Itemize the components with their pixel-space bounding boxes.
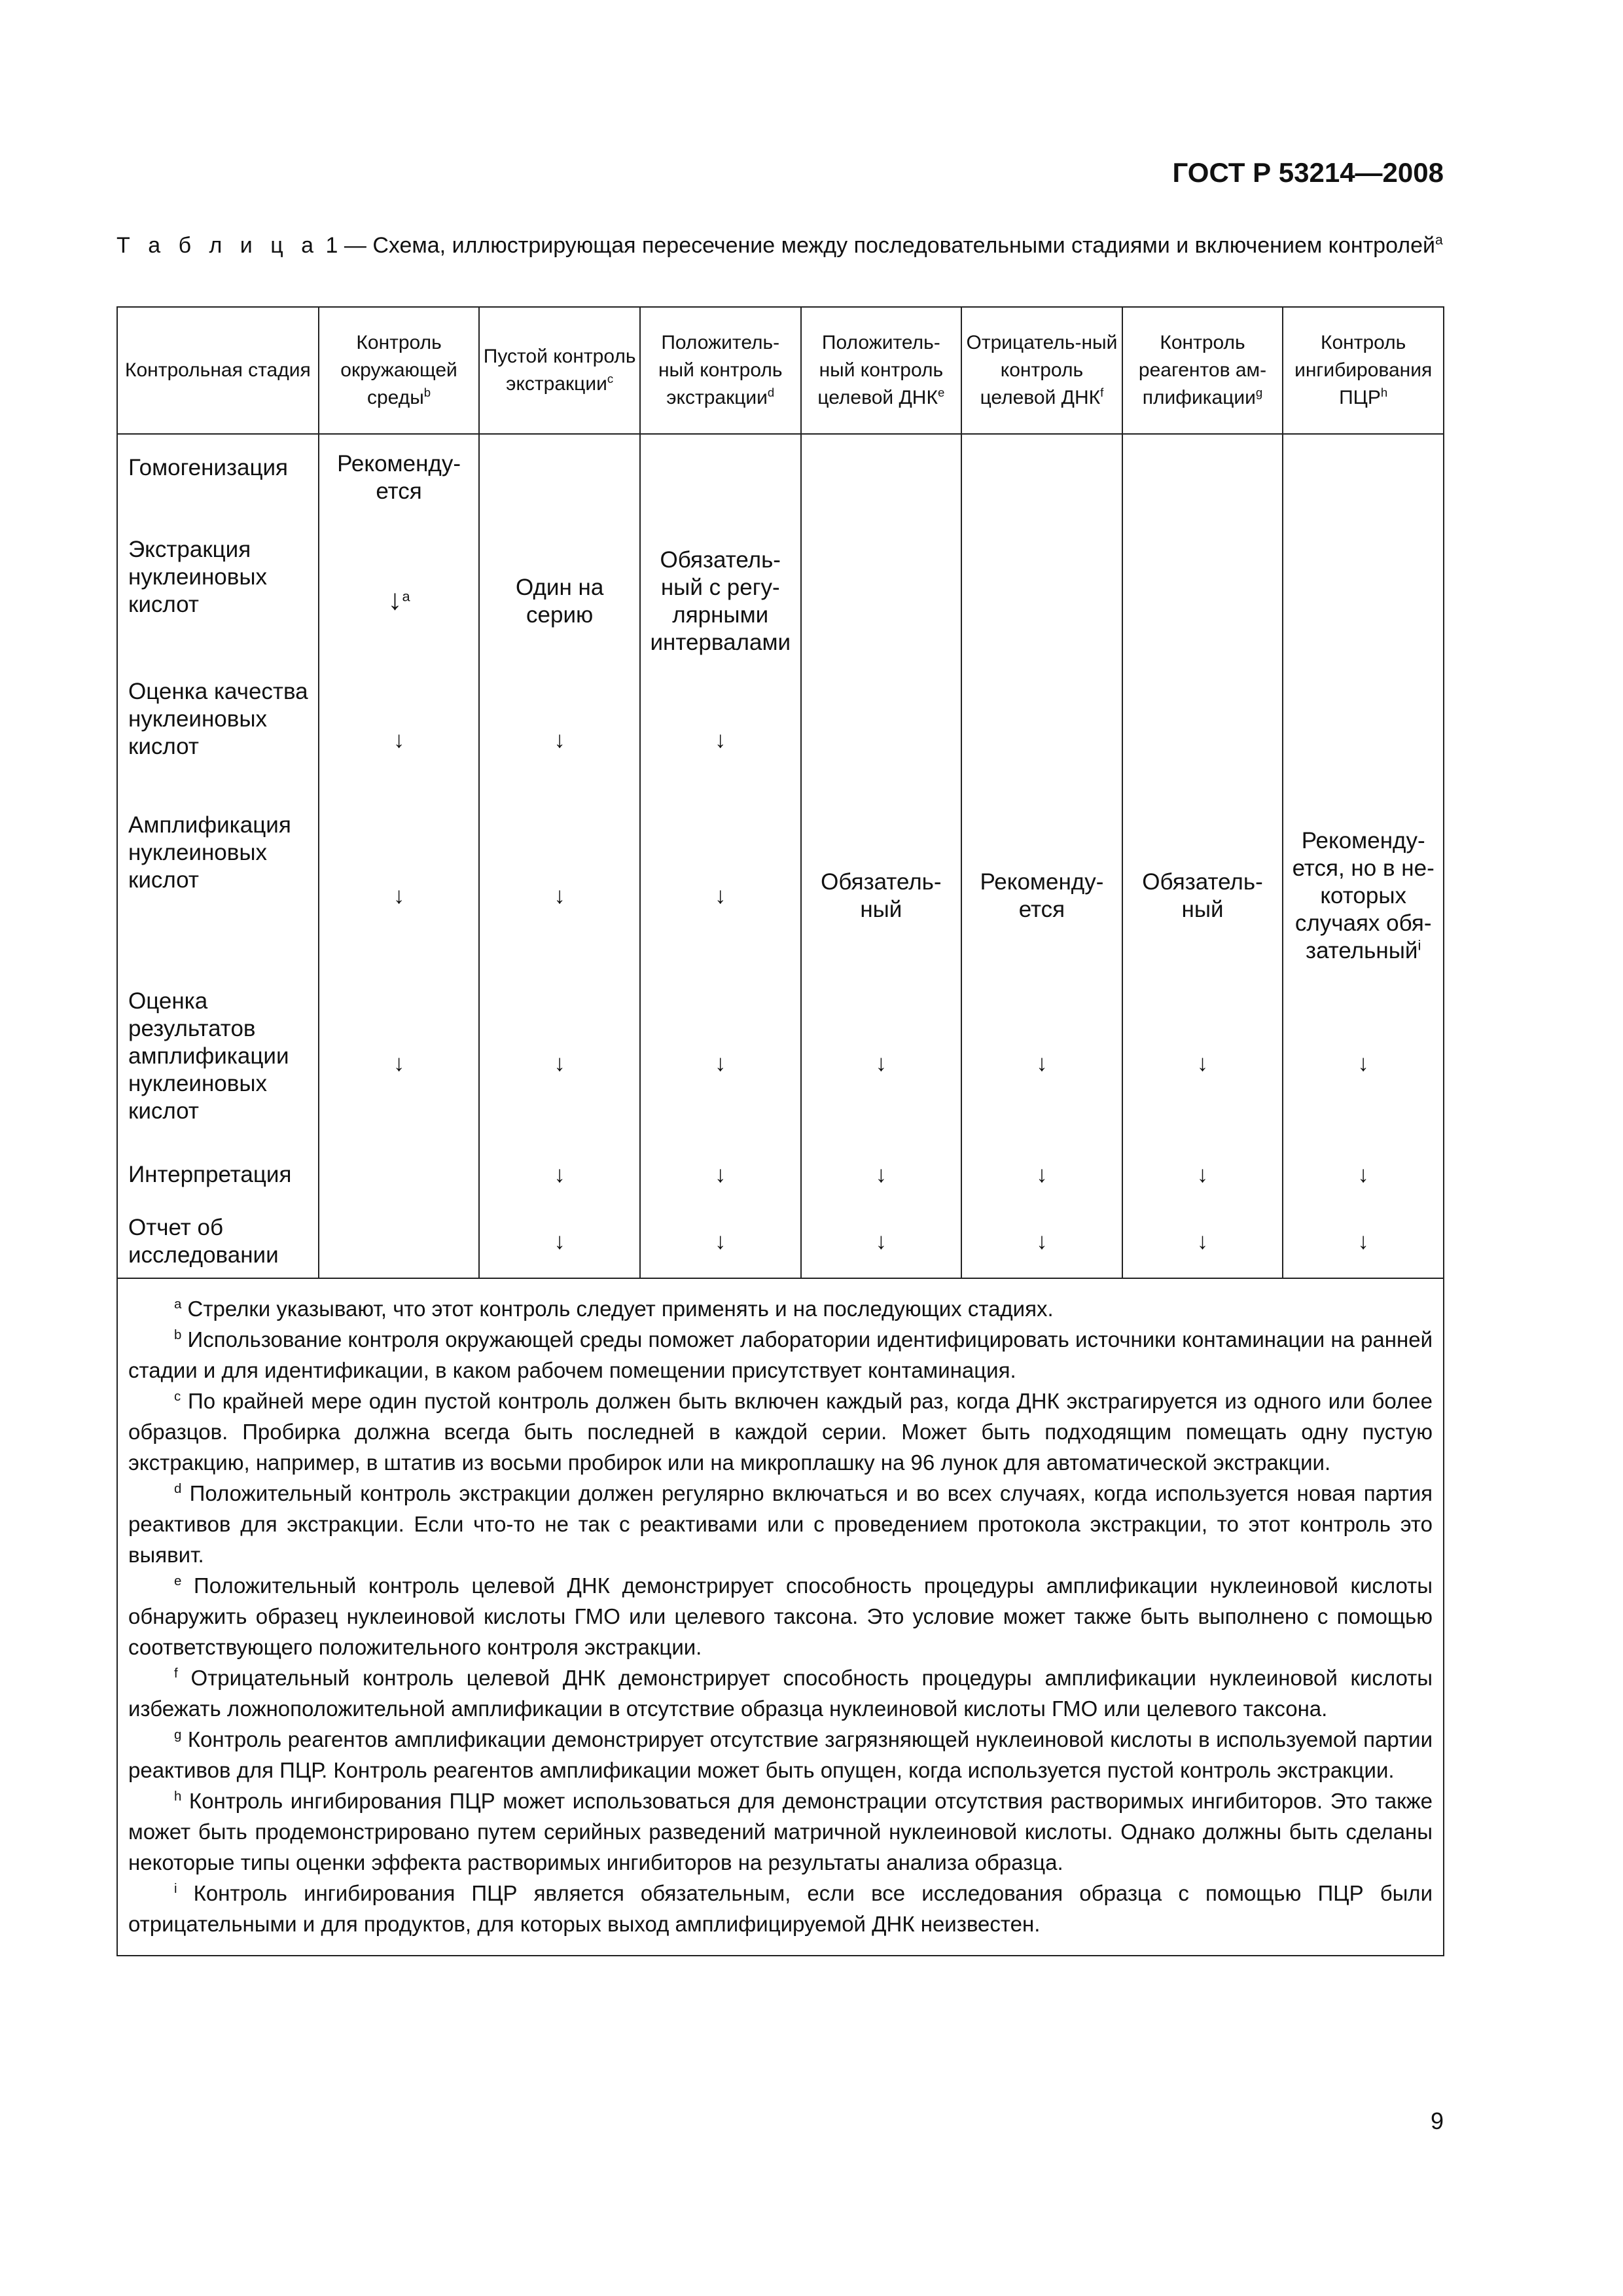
header-positive-extraction-control: Положитель-ный контроль экстракции$^d$: [640, 307, 801, 434]
table-row: [117, 672, 1444, 809]
table-cell: [961, 672, 1122, 809]
arrow-down-icon: ↓: [961, 982, 1122, 1145]
arrow-down-icon: ↓: [1122, 1205, 1283, 1278]
arrow-down-icon: ↓: [479, 809, 640, 982]
arrow-down-icon: ↓: [319, 982, 480, 1145]
header-negative-target-dna-control: Отрицатель-ный контроль целевой ДНК$^f$: [961, 307, 1122, 434]
arrow-down-icon: ↓: [319, 809, 480, 982]
arrow-down-icon: ↓: [1283, 1145, 1444, 1205]
controls-table: [116, 306, 1444, 1956]
table-cell: [319, 1145, 480, 1205]
arrow-down-icon: ↓: [640, 1145, 801, 1205]
arrow-down-icon: ↓: [479, 672, 640, 809]
arrow-down-icon: ↓: [961, 1205, 1122, 1278]
table-row: [117, 434, 1444, 531]
footnote: $^e$ Положительный контроль целевой ДНК демонстрирует способность процедуры амплификации нуклеиновой кислоты обнаружить образец нуклеиновой кислоты ГМО или целевого таксона. Это условие может также быть выполнено с помощью соответствующего положительного контроля экстракции.: [128, 1573, 1433, 1659]
table-caption: [116, 229, 1444, 262]
arrow-down-icon: ↓: [1122, 982, 1283, 1145]
table-cell: [479, 434, 640, 531]
header-positive-target-dna-control: Положитель-ный контроль целевой ДНК$^e$: [801, 307, 962, 434]
table-cell: [801, 434, 962, 531]
header-pcr-inhibition-control: Контроль ингибирования ПЦР$^h$: [1283, 307, 1444, 434]
table-cell: [1122, 672, 1283, 809]
table-cell: [1283, 434, 1444, 531]
table-cell: [640, 434, 801, 531]
arrow-down-icon: ↓: [479, 1145, 640, 1205]
footnote: $^h$ Контроль ингибирования ПЦР может использоваться для демонстрации отсутствия растворимых ингибиторов. Это также может быть продемонстрировано путем серийных разведений матричной нуклеиновой кислоты. Однако должны быть сделаны некоторые типы оценки эффекта растворимых ингибиторов на результаты анализа образца.: [128, 1789, 1433, 1874]
cell-footnote-mark: i: [1418, 936, 1421, 953]
arrow-down-icon: ↓: [640, 1205, 801, 1278]
arrow-down-icon: ↓: [319, 672, 480, 809]
table-row: [117, 809, 1444, 982]
stage-cell: Гомогенизация: [117, 434, 319, 531]
table-cell: [961, 434, 1122, 531]
arrow-down-icon: ↓: [640, 672, 801, 809]
table-cell: [801, 531, 962, 672]
footnote: $^a$ Стрелки указывают, что этот контроль следует применять и на последующих стадиях.: [174, 1297, 1054, 1321]
table-cell: [1122, 434, 1283, 531]
table-row: [117, 531, 1444, 672]
arrow-down-icon: ↓: [479, 982, 640, 1145]
footnote: $^f$ Отрицательный контроль целевой ДНК демонстрирует способность процедуры амплификации нуклеиновой кислоты избежать ложноположительной амплификации в отсутствие образца нуклеиновой кислоты ГМО или целевого таксона.: [128, 1666, 1433, 1721]
table-cell: Рекоменду-ется: [319, 434, 480, 531]
table-cell: [319, 531, 480, 672]
document-code: ГОСТ Р 53214—2008: [1172, 157, 1444, 188]
table-row: [117, 982, 1444, 1145]
table-cell: [801, 672, 962, 809]
page-number: 9: [1430, 2108, 1444, 2134]
header-amplification-reagent-control: Контроль реагентов ам-плификации$^g$: [1122, 307, 1283, 434]
footnote: $^g$ Контроль реагентов амплификации демонстрирует отсутствие загрязняющей нуклеиновой кислоты в используемой партии реактивов для ПЦР. Контроль реагентов амплификации может быть опущен, когда используется пустой контроль экстракции.: [128, 1727, 1433, 1782]
cell-footnote-mark: a: [402, 588, 410, 605]
caption-number: 1: [325, 233, 338, 258]
header-environment-control: Контроль окружающей среды$^b$: [319, 307, 480, 434]
table-row: [117, 1205, 1444, 1278]
header-blank-extraction-control: Пустой контроль экстракции$^c$: [479, 307, 640, 434]
stage-cell: Амплификация нуклеиновых кислот: [117, 809, 319, 982]
arrow-down-icon: ↓: [961, 1145, 1122, 1205]
stage-cell: Оценка качества нуклеиновых кислот: [117, 672, 319, 809]
table-cell: [1283, 531, 1444, 672]
table-row: [117, 1145, 1444, 1205]
table-cell: [1122, 531, 1283, 672]
table-cell: Обязатель-ный: [1122, 809, 1283, 982]
table-cell: [319, 1205, 480, 1278]
stage-cell: Экстракция нуклеиновых кислот: [117, 531, 319, 672]
footnotes: [117, 1278, 1444, 1956]
header-stage: Контрольная стадия: [117, 307, 319, 434]
caption-text: — Схема, иллюстрирующая пересечение между последовательными стадиями и включением контролей: [338, 233, 1435, 258]
table-cell: Один на серию: [479, 531, 640, 672]
arrow-down-icon: ↓: [479, 1205, 640, 1278]
caption-footnote-mark: a: [1435, 232, 1443, 248]
arrow-down-icon: ↓: [1283, 982, 1444, 1145]
footnotes-row: [117, 1278, 1444, 1956]
table-header-row: [117, 307, 1444, 434]
arrow-down-icon: ↓: [640, 809, 801, 982]
stage-cell: Оценка результатов амплификации нуклеиновых кислот: [117, 982, 319, 1145]
footnote: $^d$ Положительный контроль экстракции должен регулярно включаться и во всех случаях, когда используется новая партия реактивов для экстракции. Если что-то не так с реактивами или с проведением протокола экстракции, то этот контроль это выявит.: [128, 1481, 1433, 1567]
stage-cell: Интерпретация: [117, 1145, 319, 1205]
table-cell: [1283, 672, 1444, 809]
footnote: $^b$ Использование контроля окружающей среды поможет лаборатории идентифицировать источники контаминации на ранней стадии и для идентификации, в каком рабочем помещении присутствует контаминация.: [128, 1327, 1433, 1382]
footnote: $^c$ По крайней мере один пустой контроль должен быть включен каждый раз, когда ДНК экстрагируется из одного или более образцов. Пробирка должна всегда быть последней в каждой серии. Может быть подходящим помещать одну пустую экстракцию, например, в штатив из восьми пробирок или на микроплашку на 96 лунок для автоматической экстракции.: [128, 1389, 1433, 1475]
table-cell: Обязатель-ный: [801, 809, 962, 982]
arrow-down-icon: ↓: [801, 1145, 962, 1205]
arrow-down-icon: ↓: [801, 1205, 962, 1278]
arrow-down-icon: ↓: [387, 584, 402, 616]
arrow-down-icon: ↓: [1283, 1205, 1444, 1278]
table-cell: Рекоменду-ется: [961, 809, 1122, 982]
table-cell: Обязатель-ный с регу-лярными интервалами: [640, 531, 801, 672]
arrow-down-icon: ↓: [1122, 1145, 1283, 1205]
arrow-down-icon: ↓: [801, 982, 962, 1145]
arrow-down-icon: ↓: [640, 982, 801, 1145]
table-cell: [961, 531, 1122, 672]
footnote: $^i$ Контроль ингибирования ПЦР является обязательным, если все исследования образца с помощью ПЦР были отрицательными и для продуктов, для которых выход амплифицируемой ДНК неизвестен.: [128, 1881, 1433, 1936]
caption-label: Т а б л и ц а: [116, 233, 320, 258]
stage-cell: Отчет об исследовании: [117, 1205, 319, 1278]
table-cell: Рекоменду-ется, но в не-которых случаях обя-зательный$^i$: [1283, 809, 1444, 982]
